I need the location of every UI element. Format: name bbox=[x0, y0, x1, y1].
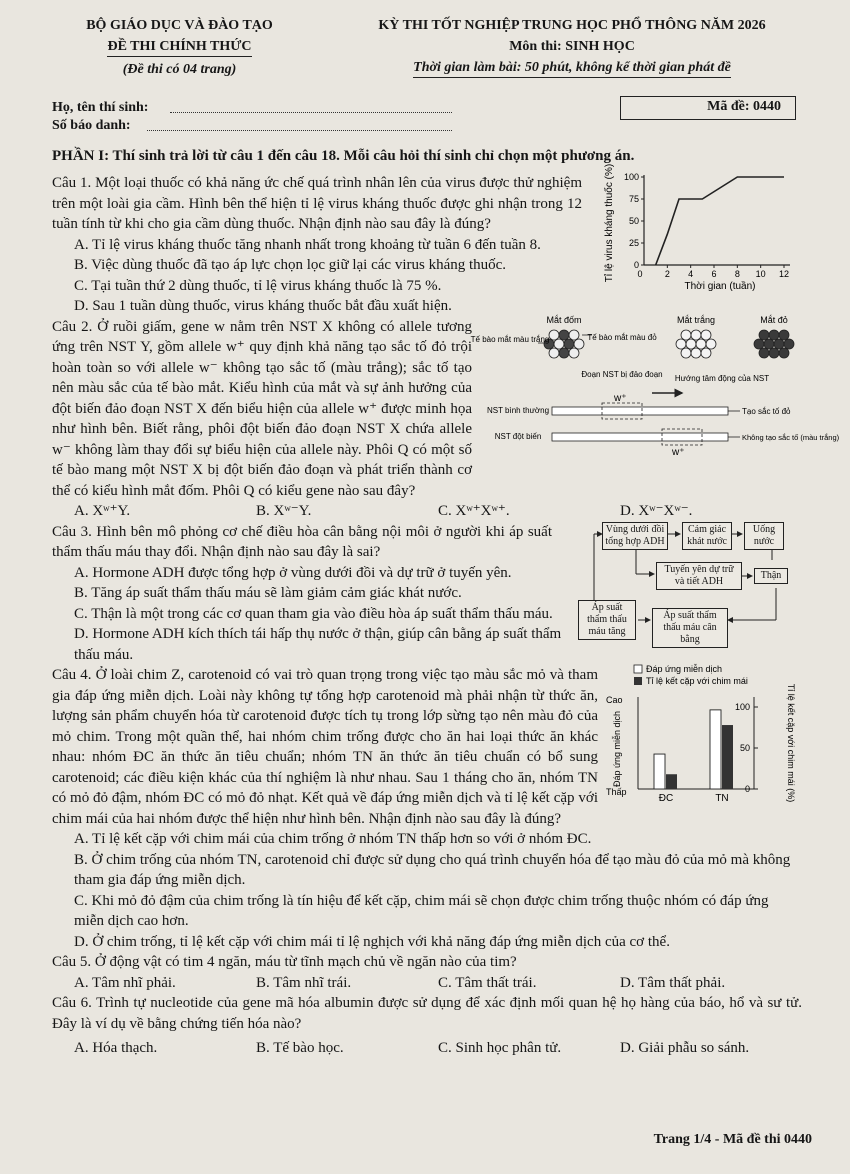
q1-stem: Câu 1. Một loại thuốc có khả năng ức chế quá trình nhân lên của virus được thử nghiệm trên một loài gia cầm. Hình bên thể hiện tỉ lệ virus kháng thuốc được ghi nhận trong 12 tuần tính từ khi cho gia cầm dùng thuốc. Nhận định nào sau đây là đúng? bbox=[52, 175, 582, 232]
kidney-box: Thận bbox=[754, 568, 788, 584]
question-4 bbox=[52, 665, 802, 952]
q1-ytick-label: 25 bbox=[628, 238, 639, 248]
question-3 bbox=[52, 522, 802, 666]
q4-rtick-label: 100 bbox=[734, 702, 750, 712]
legend-immune: Đáp ứng miễn dịch bbox=[646, 664, 723, 674]
q1-xtick-label: 2 bbox=[664, 269, 670, 279]
question-6 bbox=[52, 993, 802, 1059]
no-pigment-label: Không tạo sắc tố (màu trắng) bbox=[742, 432, 840, 442]
high-label: Cao bbox=[606, 695, 623, 705]
q4-right-axis-label: Tỉ lệ kết cặp với chim mái (%) bbox=[786, 683, 796, 803]
q6-option-b[interactable]: B. Tế bào học. bbox=[256, 1040, 344, 1056]
q6-option-a[interactable]: A. Hóa thạch. bbox=[74, 1040, 158, 1056]
eye-red-label: Mắt đỏ bbox=[760, 314, 788, 325]
question-5 bbox=[52, 952, 802, 993]
q1-option-c[interactable]: C. Tại tuần thứ 2 dùng thuốc, tỉ lệ virus kháng thuốc là 75 %. bbox=[74, 277, 442, 294]
q5-option-b[interactable]: B. Tâm nhĩ trái. bbox=[256, 974, 352, 991]
q1-xtick-label: 0 bbox=[637, 269, 643, 279]
q1-xtick-label: 8 bbox=[734, 269, 740, 279]
q1-ytick-label: 75 bbox=[628, 194, 639, 204]
mutant-chr-label: NST đột biến bbox=[494, 431, 542, 441]
page-footer: Trang 1/4 - Mã đề thi 0440 bbox=[653, 1132, 812, 1147]
q2-option-a[interactable]: A. Xʷ⁺Y. bbox=[74, 503, 131, 519]
inverted-segment-label: Đoạn NST bị đảo đoạn bbox=[581, 369, 663, 379]
legend-immune-swatch bbox=[634, 665, 642, 673]
pituitary-box: Tuyến yên dự trữ và tiết ADH bbox=[656, 562, 742, 590]
white-eye-cells bbox=[676, 330, 716, 358]
eye-white-label: Mắt trắng bbox=[676, 314, 716, 325]
q2-option-d[interactable]: D. Xʷ⁻Xʷ⁻. bbox=[620, 503, 693, 519]
q1-data-line bbox=[656, 177, 784, 265]
mating-bar bbox=[722, 725, 733, 789]
q1-ytick-label: 0 bbox=[633, 260, 639, 270]
q4-rtick-label: 50 bbox=[739, 743, 750, 753]
q4-option-b[interactable]: B. Ở chim trống của nhóm TN, carotenoid chỉ được sử dụng cho quá trình chuyển hóa để tạo màu đỏ của mỏ mà không tham gia đáp ứng miễn dịch. bbox=[74, 851, 791, 888]
q1-option-b[interactable]: B. Việc dùng thuốc đã tạo áp lực chọn lọc giữ lại các virus kháng thuốc. bbox=[74, 257, 507, 273]
exam-code-box bbox=[620, 96, 796, 120]
mutant-allele-label: w⁺ bbox=[672, 446, 685, 458]
legend-mating-swatch bbox=[634, 677, 642, 685]
immune-bar bbox=[710, 710, 721, 789]
time-note: Thời gian làm bài: 50 phút, không kể thời gian phát đề bbox=[413, 60, 731, 78]
pages-note: (Đề thi có 04 trang) bbox=[122, 62, 237, 77]
normal-allele-label: w⁺ bbox=[614, 392, 627, 404]
q1-option-a[interactable]: A. Tỉ lệ virus kháng thuốc tăng nhanh nhất trong khoảng từ tuần 6 đến tuần 8. bbox=[74, 236, 541, 253]
red-cells-label: Tế bào mắt màu đỏ bbox=[587, 332, 657, 342]
normal-chromosome bbox=[552, 407, 728, 415]
normal-chr-label: NST bình thường bbox=[486, 405, 550, 415]
q2-stem: Câu 2. Ở ruồi giấm, gene w nằm trên NST X không có allele tương ứng trên NST Y, gồm allele w⁺ quy định khả năng tạo sắc tố đỏ trội hoàn toàn so với allele w⁻ không tạo sắc tố (màu trắng); sắc tố tạo nên màu sắc của tế bào mắt. Kiểu hình của mắt và sự ảnh hưởng của đột biến đảo đoạn NST X đến biểu hiện của allele w⁺ được minh họa như hình bên. Biết rằng, phôi đột biến đảo đoạn NST X chứa allele w⁻ không làm thay đổi sự biểu hiện của allele này. Phôi Q có một số tế bào mang một NST X bị đột biến đảo đoạn và phát triển thành cơ thể có kiểu hình mắt đốm. Phôi Q có kiểu gene nào sau đây? bbox=[52, 318, 472, 499]
exam-code: Mã đề: 0440 bbox=[707, 99, 781, 114]
mutant-chromosome bbox=[552, 433, 728, 441]
q4-rtick-label: 0 bbox=[744, 784, 750, 794]
q1-xtick-label: 12 bbox=[778, 269, 790, 279]
low-label: Thấp bbox=[606, 787, 627, 797]
thirst-box: Cảm giác khát nước bbox=[682, 522, 732, 550]
q4-stem: Câu 4. Ở loài chim Z, carotenoid có vai trò quan trọng trong việc tạo màu sắc mỏ và tham gia đáp ứng miễn dịch. Loài này không tự tổng hợp carotenoid mà phải nhận từ thức ăn, lượng sản phẩm chuyển hóa từ carotenoid được tích tụ trong lớp sừng tạo nên màu đỏ của mỏ chim. Trong một quần thể, hai nhóm chim trống được cho ăn hai loại thức ăn khác nhau: nhóm ĐC ăn thức ăn tiêu chuẩn; nhóm TN ăn thức ăn tiêu chuẩn có bổ sung carotenoid; các điều kiện khác của thí nghiệm là như nhau. Sau 1 tháng cho ăn, nhóm TN có mỏ đỏ đậm, nhóm ĐC có mỏ đỏ nhạt. Kết quả về đáp ứng miễn dịch và tỉ lệ kết cặp với chim mái của hai nhóm được thể hiện như hình bên. Nhận định nào sau đây là đúng? bbox=[52, 667, 598, 827]
q4-group-label: TN bbox=[715, 793, 729, 804]
id-label: Số báo danh: bbox=[52, 118, 131, 133]
balanced-box: Áp suất thẩm thấu máu cân bằng bbox=[652, 608, 728, 648]
q3-option-c[interactable]: C. Thận là một trong các cơ quan tham gia vào điều hòa áp suất thẩm thấu máu. bbox=[74, 605, 553, 622]
q2-figure bbox=[470, 313, 840, 463]
q1-chart-ylabel: Tỉ lệ virus kháng thuốc (%) bbox=[604, 163, 615, 283]
drink-box: Uống nước bbox=[744, 522, 784, 550]
q3-flowchart bbox=[576, 520, 802, 646]
q6-stem: Câu 6. Trình tự nucleotide của gene mã hóa albumin được sử dụng để xác định mối quan hệ họ hàng của báo, hổ và sư tử. Đây là ví dụ về bằng chứng tiến hóa nào? bbox=[52, 995, 802, 1032]
id-field[interactable] bbox=[147, 130, 452, 131]
name-field[interactable] bbox=[170, 112, 452, 113]
q5-option-a[interactable]: A. Tâm nhĩ phải. bbox=[74, 974, 176, 991]
hypothalamus-box: Vùng dưới đồi tổng hợp ADH bbox=[602, 522, 668, 550]
q2-option-b[interactable]: B. Xʷ⁻Y. bbox=[256, 503, 312, 519]
q4-option-d[interactable]: D. Ở chim trống, tỉ lệ kết cặp với chim mái tỉ lệ nghịch với khả năng đáp ứng miễn dịch của cơ thể. bbox=[74, 933, 670, 950]
exam-title: KỲ THI TỐT NGHIỆP TRUNG HỌC PHỔ THÔNG NĂM 2026 bbox=[378, 18, 766, 33]
exam-header bbox=[52, 14, 802, 100]
white-cells-label: Tế bào mắt màu trắng bbox=[470, 334, 550, 344]
official-label: ĐỀ THI CHÍNH THỨC bbox=[107, 39, 251, 57]
ministry-name: BỘ GIÁO DỤC VÀ ĐÀO TẠO bbox=[86, 18, 273, 33]
q3-option-b[interactable]: B. Tăng áp suất thẩm thấu máu sẽ làm giảm cảm giác khát nước. bbox=[74, 585, 462, 601]
legend-mating: Tỉ lệ kết cặp với chim mái bbox=[646, 676, 748, 686]
q1-ytick-label: 100 bbox=[623, 172, 639, 182]
immune-bar bbox=[654, 754, 665, 789]
q3-option-d[interactable]: D. Hormone ADH kích thích tái hấp thụ nước ở thận, giúp cân bằng áp suất thẩm thấu máu. bbox=[74, 626, 562, 663]
shift-direction-label: Hướng tâm động của NST bbox=[674, 373, 770, 383]
q1-xtick-label: 4 bbox=[688, 269, 694, 279]
q2-option-c[interactable]: C. Xʷ⁺Xʷ⁺. bbox=[438, 503, 510, 519]
q1-xtick-label: 10 bbox=[755, 269, 766, 279]
question-1 bbox=[52, 163, 802, 317]
q5-stem: Câu 5. Ở động vật có tim 4 ngăn, máu từ tĩnh mạch chủ về ngăn nào của tim? bbox=[52, 954, 517, 970]
q1-ytick-label: 50 bbox=[628, 216, 639, 226]
red-eye-cells bbox=[754, 330, 794, 358]
q4-option-a[interactable]: A. Tỉ lệ kết cặp với chim mái của chim trống ở nhóm TN thấp hơn so với ở nhóm ĐC. bbox=[74, 831, 592, 847]
q6-option-d[interactable]: D. Giải phẫu so sánh. bbox=[620, 1040, 750, 1056]
part-1-heading: PHẦN I: Thí sinh trả lời từ câu 1 đến câu 18. Mỗi câu hỏi thí sinh chỉ chọn một phương án. bbox=[52, 148, 635, 164]
q2-options bbox=[52, 501, 802, 522]
q4-bar-chart bbox=[604, 663, 804, 813]
q4-left-axis-label: Đáp ứng miễn dịch bbox=[612, 710, 622, 788]
q1-option-d[interactable]: D. Sau 1 tuần dùng thuốc, virus kháng thuốc bắt đầu xuất hiện. bbox=[74, 298, 452, 314]
candidate-info bbox=[52, 100, 802, 140]
q4-group-label: ĐC bbox=[658, 793, 674, 804]
name-label: Họ, tên thí sinh: bbox=[52, 100, 149, 115]
q6-options bbox=[52, 1038, 802, 1059]
q3-option-a[interactable]: A. Hormone ADH được tổng hợp ở vùng dưới đồi và dự trữ ở tuyến yên. bbox=[74, 564, 512, 581]
q4-option-c[interactable]: C. Khi mỏ đỏ đậm của chim trống là tín hiệu để kết cặp, chim mái sẽ chọn được chim trống thuộc nhóm có đáp ứng miễn dịch cao hơn. bbox=[74, 892, 769, 929]
eye-spotted-label: Mắt đốm bbox=[546, 314, 582, 325]
subject: Môn thi: SINH HỌC bbox=[509, 39, 635, 54]
q3-stem: Câu 3. Hình bên mô phỏng cơ chế điều hòa cân bằng nội môi ở người khi áp suất thẩm thấu máu thay đổi. Nhận định nào sau đây là sai? bbox=[52, 523, 552, 560]
question-2 bbox=[52, 314, 840, 522]
q5-option-c[interactable]: C. Tâm thất trái. bbox=[438, 974, 537, 991]
q5-option-d[interactable]: D. Tâm thất phải. bbox=[620, 974, 726, 991]
spotted-eye-cells bbox=[544, 330, 584, 358]
high-pressure-box: Áp suất thẩm thấu máu tăng bbox=[578, 600, 636, 640]
q1-xtick-label: 6 bbox=[711, 269, 717, 279]
mating-bar bbox=[666, 774, 677, 789]
makes-red-label: Tạo sắc tố đỏ bbox=[742, 406, 791, 416]
q1-chart-xlabel: Thời gian (tuần) bbox=[684, 281, 756, 292]
q1-line-chart bbox=[600, 163, 800, 293]
q6-option-c[interactable]: C. Sinh học phân tử. bbox=[438, 1040, 562, 1056]
q5-options bbox=[52, 973, 802, 994]
